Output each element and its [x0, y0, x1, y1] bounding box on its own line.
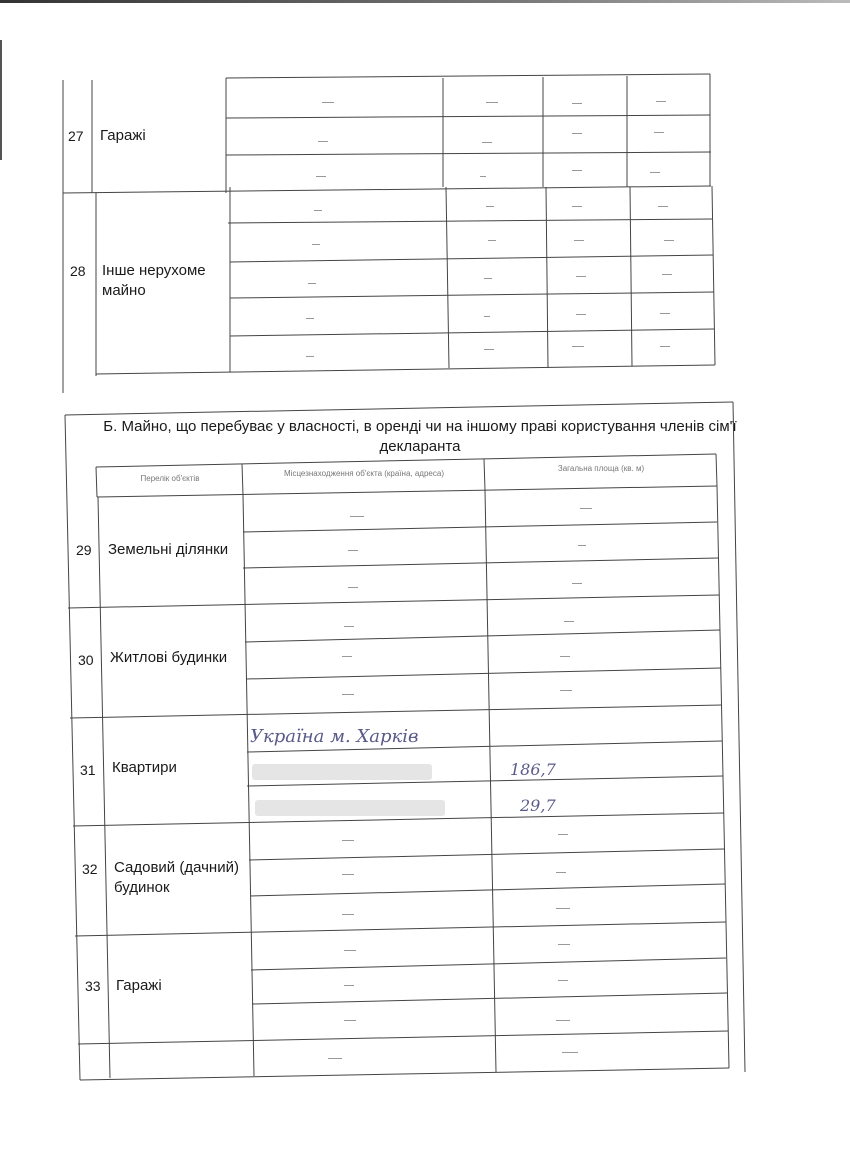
- empty-dash: [576, 276, 586, 277]
- empty-dash: [342, 840, 354, 841]
- row-number-30: 30: [78, 652, 94, 668]
- empty-dash: [486, 206, 494, 207]
- empty-dash: [572, 170, 582, 171]
- row-number-28: 28: [70, 263, 86, 279]
- empty-dash: [348, 550, 358, 551]
- empty-dash: [662, 274, 672, 275]
- empty-dash: [306, 356, 314, 357]
- handwritten-area-2: 29,7: [520, 796, 556, 815]
- empty-dash: [342, 694, 354, 695]
- empty-dash: [556, 1020, 570, 1021]
- empty-dash: [322, 102, 334, 103]
- empty-dash: [344, 985, 354, 986]
- empty-dash: [650, 172, 660, 173]
- row-label-apartments: Квартири: [112, 759, 177, 776]
- empty-dash: [344, 626, 354, 627]
- empty-dash: [560, 690, 572, 691]
- empty-dash: [560, 656, 570, 657]
- empty-dash: [306, 318, 314, 319]
- empty-dash: [312, 244, 320, 245]
- row-label-garden-house: Садовий (дачний) будинок: [114, 859, 239, 896]
- empty-dash: [654, 132, 664, 133]
- row-number-31: 31: [80, 762, 96, 778]
- empty-dash: [572, 103, 582, 104]
- empty-dash: [486, 102, 498, 103]
- empty-dash: [484, 316, 490, 317]
- empty-dash: [562, 1052, 578, 1053]
- handwritten-location: Україна м. Харків: [250, 726, 419, 747]
- empty-dash: [342, 656, 352, 657]
- empty-dash: [660, 313, 670, 314]
- empty-dash: [350, 516, 364, 517]
- row-label-residential-houses: Житлові будинки: [110, 649, 228, 666]
- row-number-27: 27: [68, 128, 84, 144]
- empty-dash: [348, 587, 358, 588]
- row-label-other-property: Інше нерухоме майно: [102, 262, 206, 299]
- row-number-33: 33: [85, 978, 101, 994]
- empty-dash: [484, 349, 494, 350]
- empty-dash: [314, 210, 322, 211]
- empty-dash: [580, 508, 592, 509]
- empty-dash: [658, 206, 668, 207]
- redacted-address: [255, 800, 445, 816]
- empty-dash: [572, 346, 584, 347]
- empty-dash: [656, 101, 666, 102]
- header-location: Місцезнаходження об'єкта (країна, адреса): [284, 469, 444, 478]
- row-number-32: 32: [82, 861, 98, 877]
- empty-dash: [308, 283, 316, 284]
- empty-dash: [482, 142, 492, 143]
- empty-dash: [480, 176, 486, 177]
- row-label-land-plots: Земельні ділянки: [108, 541, 229, 558]
- empty-dash: [316, 176, 326, 177]
- handwritten-area-1: 186,7: [510, 760, 556, 779]
- empty-dash: [664, 240, 674, 241]
- redacted-address: [252, 764, 432, 780]
- empty-dash: [328, 1058, 342, 1059]
- empty-dash: [578, 545, 586, 546]
- empty-dash: [572, 206, 582, 207]
- row-number-29: 29: [76, 542, 92, 558]
- empty-dash: [488, 240, 496, 241]
- empty-dash: [484, 278, 492, 279]
- empty-dash: [574, 240, 584, 241]
- empty-dash: [342, 874, 354, 875]
- empty-dash: [572, 583, 582, 584]
- empty-dash: [564, 621, 574, 622]
- empty-dash: [342, 914, 354, 915]
- empty-dash: [556, 908, 570, 909]
- empty-dash: [558, 834, 568, 835]
- empty-dash: [660, 346, 670, 347]
- header-area: Загальна площа (кв. м): [557, 464, 645, 473]
- row-label-garages-b: Гаражі: [116, 977, 162, 994]
- empty-dash: [572, 133, 582, 134]
- row-label-garages-a: Гаражі: [100, 127, 146, 144]
- empty-dash: [558, 944, 570, 945]
- empty-dash: [556, 872, 566, 873]
- empty-dash: [318, 141, 328, 142]
- section-b-title: Б. Майно, що перебуває у власності, в оренді чи на іншому праві користування членів сім'ї декларанта: [103, 418, 737, 455]
- empty-dash: [558, 980, 568, 981]
- header-objects: Перелік об'єктів: [140, 474, 200, 483]
- empty-dash: [344, 1020, 356, 1021]
- empty-dash: [344, 950, 356, 951]
- empty-dash: [576, 314, 586, 315]
